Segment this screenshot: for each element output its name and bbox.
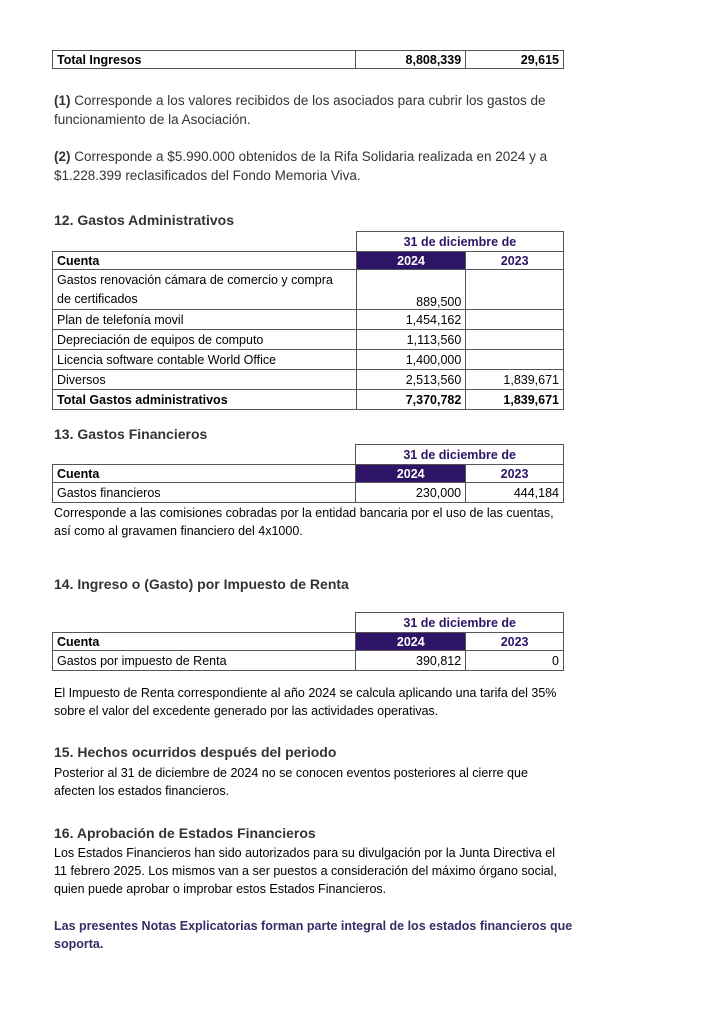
total-row (53, 390, 564, 410)
row-value-2023: 444,184 (466, 483, 564, 503)
row-label: Plan de telefonía movil (53, 310, 357, 330)
total-ingresos-table (52, 50, 564, 69)
total-label: Total Gastos administrativos (53, 390, 357, 410)
note-2-text: Corresponde a $5.990.000 obtenidos de la Rifa Solidaria realizada en 2024 y a $1.228.399 reclasificados del Fondo Memoria Viva. (54, 149, 548, 183)
row-label: Diversos (53, 370, 357, 390)
col-cuenta: Cuenta (53, 633, 356, 651)
note-1 (54, 91, 564, 129)
row-value-2024: 390,812 (356, 651, 466, 671)
total-value-2024: 7,370,782 (356, 390, 466, 410)
total-ingresos-label: Total Ingresos (53, 51, 356, 69)
table-row (53, 370, 564, 390)
row-value-2024: 1,400,000 (356, 350, 466, 370)
table-row (53, 330, 564, 350)
col-cuenta: Cuenta (53, 465, 356, 483)
row-label: Gastos por impuesto de Renta (53, 651, 356, 671)
row-label: Gastos renovación cámara de comercio y compra (57, 273, 333, 287)
section-15-title: 15. Hechos ocurridos después del periodo (54, 744, 337, 760)
date-header: 31 de diciembre de (356, 445, 564, 465)
row-label: Gastos financieros (53, 483, 356, 503)
table-row (53, 310, 564, 330)
total-ingresos-2024: 8,808,339 (356, 51, 466, 69)
row-label: de certificados (57, 292, 138, 306)
row-label: Depreciación de equipos de computo (53, 330, 357, 350)
col-cuenta: Cuenta (53, 252, 357, 270)
row-label: Licencia software contable World Office (53, 350, 357, 370)
row-value-2023: 1,839,671 (466, 370, 564, 390)
row-value-2024: 230,000 (356, 483, 466, 503)
col-2023: 2023 (466, 465, 564, 483)
note-1-tag: (1) (54, 93, 71, 108)
section-13-title: 13. Gastos Financieros (54, 426, 208, 442)
row-value-2023 (466, 270, 564, 310)
col-2024: 2024 (356, 465, 466, 483)
row-value-2023: 0 (466, 651, 564, 671)
date-header: 31 de diciembre de (356, 232, 563, 252)
date-header: 31 de diciembre de (356, 613, 564, 633)
table-row (53, 270, 564, 310)
table-row (53, 350, 564, 370)
gastos-financieros-table (52, 444, 564, 503)
section-16-title: 16. Aprobación de Estados Financieros (54, 825, 316, 841)
note-1-text: Corresponde a los valores recibidos de los asociados para cubrir los gastos de funcionamiento de la Asociación. (54, 93, 546, 127)
section-13-note: Corresponde a las comisiones cobradas por la entidad bancaria por el uso de las cuentas, así como al gravamen financiero del 4x1000. (54, 506, 554, 538)
gastos-administrativos-table (52, 231, 564, 410)
col-2024: 2024 (356, 252, 466, 270)
row-value-2023 (466, 310, 564, 330)
table-row (53, 651, 564, 671)
closing-statement: Las presentes Notas Explicatorias forman parte integral de los estados financieros que soporta. (54, 919, 573, 951)
total-value-2023: 1,839,671 (466, 390, 564, 410)
section-14-note: El Impuesto de Renta correspondiente al año 2024 se calcula aplicando una tarifa del 35% sobre el valor del excedente generado por las actividades operativas. (54, 686, 557, 718)
table-row (53, 483, 564, 503)
row-value-2024: 2,513,560 (356, 370, 466, 390)
row-value-2023 (466, 330, 564, 350)
row-value-2024: 1,454,162 (356, 310, 466, 330)
section-16-text: Los Estados Financieros han sido autorizados para su divulgación por la Junta Directiva el 11 febrero 2025. Los mismos van a ser puestos a consideración del máximo órgano social, quien puede aprobar o improbar estos Estados Financieros. (54, 846, 557, 896)
impuesto-renta-table (52, 612, 564, 671)
note-2-tag: (2) (54, 149, 71, 164)
row-value-2023 (466, 350, 564, 370)
col-2024: 2024 (356, 633, 466, 651)
section-15-text: Posterior al 31 de diciembre de 2024 no se conocen eventos posteriores al cierre que afecten los estados financieros. (54, 766, 528, 798)
row-value-2024: 889,500 (356, 270, 466, 310)
col-2023: 2023 (466, 252, 564, 270)
row-value-2024: 1,113,560 (356, 330, 466, 350)
note-2 (54, 147, 564, 185)
section-14-title: 14. Ingreso o (Gasto) por Impuesto de Renta (54, 576, 349, 592)
col-2023: 2023 (466, 633, 564, 651)
section-12-title: 12. Gastos Administrativos (54, 212, 234, 228)
total-ingresos-2023: 29,615 (466, 51, 564, 69)
